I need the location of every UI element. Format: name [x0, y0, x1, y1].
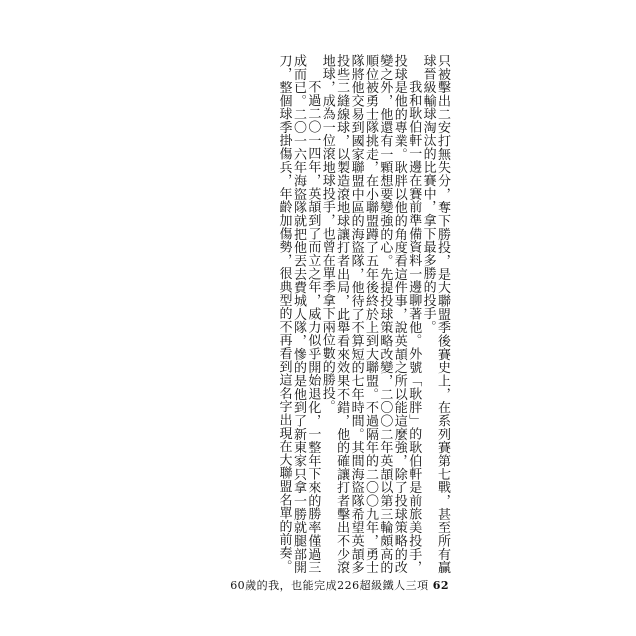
paragraph-1: 只被擊出二安打無失分，奪下勝投，是大聯盟季後賽史上，在系列賽第七戰，甚至所有贏球晉級輸球淘汰的比賽中，拿下最多勝的投手。 [420, 54, 450, 574]
body-text [276, 54, 449, 574]
running-title: 60歲的我，也能完成226超級鐵人三項 [230, 579, 429, 592]
paragraph-3: 不過二〇一四年，英頡到了而立之年，威力似乎開始退化，一整年下來的勝率僅過三成而已。二〇一六年海盜隊就把他丟去費城人隊，慘的是他到了新東家只拿一勝就腿部開刀，整個球季掛傷兵，年齡加傷勢，很典型的不再看到這名字出現在大聯盟名單的前奏。 [276, 54, 321, 574]
page-number: 62 [432, 579, 449, 592]
paragraph-2: 我和耿伯軒一邊在賽前準備資料一邊聊著他。外號「耿胖」的耿伯軒是前旅美投手，投球是他的專業。耿胖以他的角度看這件事，說英頡之所以能這麼強，除了投球策略的改變之外，他還有一顆想要變強的心。先提投球策略改變，二〇〇二年英頡以第三輪頗高的順位被勇士隊挑走，在小聯盟蹲了五年後終於上到大聯盟。不過隔年的二〇〇九年，勇士隊將他交易到國家聯盟中區的海盜隊，他待了不算短的七年時間。其間海盜隊希望英頡多投些二縫線球，以製造滾地球讓打者出局，此舉看來效果不錯，他的確讓打者擊出不少滾地球，成為一位滾地球投手，也曾在單季拿下兩位數的勝投。 [319, 54, 422, 574]
page-footer [230, 577, 449, 593]
